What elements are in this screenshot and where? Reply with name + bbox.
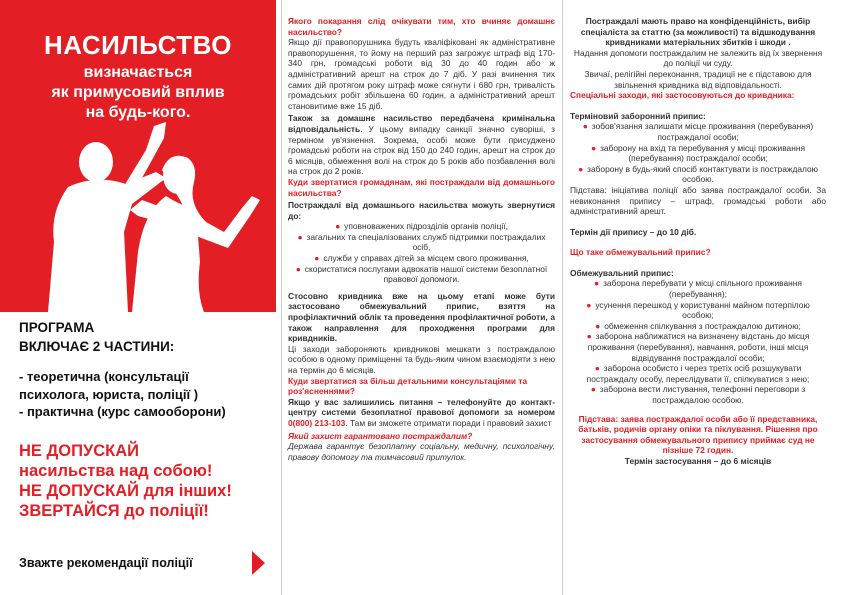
bullet-icon: ● — [594, 363, 600, 374]
bullet-icon: ● — [590, 384, 596, 395]
list-item: ● скористатися послугами адвокатів нашої системи безоплатної правової допомоги. — [295, 263, 548, 285]
restriction-details-text: Ці заходи забороняють кривдникові мешкати з постраждалою особою в одному приміщенні та будь-яким чином взаємодіяти з нею на термін до 6 місяців. — [288, 343, 555, 375]
police-recommendations-note: Зважте рекомендації поліції — [19, 556, 193, 570]
warning-slogan — [19, 441, 232, 521]
cover-subtitle-line-1: визначається — [83, 64, 193, 81]
bullet-icon: ● — [297, 231, 303, 242]
program-heading-line-1: ПРОГРАМА — [19, 320, 95, 335]
protection-measures-column — [570, 16, 826, 467]
bullet-icon: ● — [295, 263, 301, 274]
hotline-phone: 0(800) 213-103 — [288, 417, 346, 428]
restrictive-order-heading: Обмежувальний припис: — [570, 267, 674, 278]
criminal-liability-text: Також за домашнє насильство передбачена кримінальна відповідальність. У цьому випадку санкції значно суворіші, з терміном ув'язнення. Зокрема, особі може бути присуджено громадські роботи на строк від 150 до 240 годин, арешт на строк до 6 місяців, обмеження волі на строк до 5 років або позбавлення волі на строк до 2 років. — [288, 113, 555, 177]
cover-red-block — [0, 0, 276, 312]
program-part-line-1: - теоретична (консультації — [19, 369, 189, 384]
confidentiality-text: Постраждалі мають право на конфіденційність, вибір спеціаліста за статтю (за можливості) та відшкодування кривдниками матеріальних збитків і шкоди . — [580, 16, 816, 48]
cover-subtitle-line-3: на будь-кого. — [85, 104, 191, 121]
warning-line-3: НЕ ДОПУСКАЙ для інших! — [19, 482, 232, 500]
cover-title: НАСИЛЬСТВО — [43, 30, 232, 60]
list-item: ● заборона перебувати у місці спільного проживання (перебування); — [594, 278, 802, 300]
warning-line-4: ЗВЕРТАЙСЯ до поліції! — [19, 502, 209, 520]
state-guarantee-text: Держава гарантує безоплатну соціальну, медичну, психологічну, правову допомогу та тимчасовий притулок. — [288, 441, 555, 462]
list-item: ● зобов'язання залишати місце проживання (перебування) постраждалої особи; — [582, 121, 814, 142]
bullet-icon: ● — [594, 278, 600, 289]
list-item: ● заборону на вхід та перебування у місці проживання (перебування) постраждалої особи; — [591, 142, 805, 164]
program-part-line-3: - практична (курс самооборони) — [19, 404, 226, 419]
question-protection: Який захист гарантовано постраждалим? — [288, 430, 473, 441]
victims-can-apply-text: Постраждалі від домашнього насильства можуть звернутися до: — [288, 200, 555, 221]
urgent-order-term: Термін дії припису – до 10 діб. — [570, 226, 697, 237]
restrictive-order-text: Стосовно кривдника вже на цьому етапі може бути застосовано обмежувальний припис, взяття на профілактичний облік та проведення профілактичної роботи, а також направлення для проходження програми для кривдників. — [288, 290, 555, 344]
bullet-icon: ● — [586, 299, 592, 310]
list-item: ● заборону в будь-який спосіб контактувати із постраждалою особою. — [578, 163, 818, 185]
urgent-order-basis-text: Підстава: ініціатива поліції або заява постраждалої особи. За невиконання припису – штраф, громадські роботи або адміністративний арешт. — [570, 184, 826, 217]
violence-silhouette-image — [28, 112, 268, 312]
program-parts — [19, 368, 226, 421]
question-where-to-apply: Куди звертатися громадянам, які постраждали від домашнього насильства? — [288, 176, 555, 198]
list-item: ● загальних та спеціалізованих служб підтримки постраждалих осіб, — [297, 231, 546, 253]
program-part-line-2: психолога, юриста, поліції ) — [19, 386, 199, 402]
bullet-icon: ● — [335, 221, 341, 232]
cover-subtitle-line-2: як примусовий вплив — [51, 84, 225, 101]
warning-line-1: НЕ ДОПУСКАЙ — [19, 442, 139, 460]
bullet-icon: ● — [314, 253, 320, 264]
list-item: ● заборона особисто і через третіх осіб розшукувати постраждалу особу, переслідувати її, спілкуватися з нею; — [586, 363, 810, 384]
cover-panel — [0, 0, 276, 595]
list-item: ● обмеження спілкування з постраждалою дитиною; — [595, 320, 801, 331]
help-independence-text: Надання допомоги постраждалим не залежить від їх звернення до поліції чи суду. — [573, 47, 823, 69]
bullet-icon: ● — [591, 142, 597, 153]
list-item: ● уповноважених підрозділів органів поліції, — [335, 221, 508, 232]
admin-liability-text: Якщо дії правопорушника будуть кваліфіковані як адміністративне правопорушення, то йому на перший раз загрожує штраф від 170-340 грн, громадські роботи від 30 до 40 годин або ж адміністративний арешт на строк до 7 діб. У разі вчинення тих самих дій протягом року штраф може сягнути і 680 грн, тривалість громадських робіт збільшена 60 годин, а адміністративний арешт становитиме вже 15 діб. — [288, 37, 555, 111]
list-item: ● заборона вести листування, телефонні переговори з постраждалою особою. — [590, 384, 806, 405]
urgent-order-heading: Терміновий заборонний припис: — [570, 110, 706, 121]
question-consultations: Куди звертатися за більш детальними консультаціями та роз'ясненнями? — [288, 375, 528, 397]
hotline-text: Якщо у вас залишились питання – телефонуйте до контакт-центру системи безоплатної правової допомоги за номером 0(800) 213-103. Там ви зможете отримати поради і правовий захист — [288, 396, 555, 428]
legal-info-column — [288, 16, 555, 462]
warning-line-2: насильства над собою! — [19, 462, 213, 480]
question-punishment: Якого покарання слід очікувати тим, хто вчиняє домашнє насильство? — [288, 16, 555, 37]
restrictive-order-term: Термін застосування – до 6 місяців — [624, 455, 772, 466]
bullet-icon: ● — [578, 163, 584, 174]
list-item: ● усунення перешкод у користуванні майном потерпілою особою; — [586, 299, 810, 321]
fold-divider-1 — [281, 0, 282, 595]
restrictive-order-basis-text: Підстава: заява постраждалої особи або її представника, батьків, родичів органу опіки та піклування. Рішення про застосування обмежувального припису приймає суд не пізніше 72 годин. — [578, 413, 818, 456]
customs-text: Звичаї, релігійні переконання, традиції не є підставою для звільнення кривдника від відповідальності. — [584, 68, 812, 90]
program-heading-line-2: ВКЛЮЧАЄ 2 ЧАСТИНИ: — [19, 339, 175, 354]
list-item: ● служби у справах дітей за місцем свого проживання, — [314, 253, 529, 264]
fold-divider-2 — [562, 0, 563, 595]
special-measures-heading: Спеціальні заходи, які застосовуються до кривдника: — [570, 90, 795, 101]
program-heading — [19, 318, 174, 356]
arrow-right-icon — [252, 551, 265, 575]
restrictive-order-question: Що таке обмежувальний припис? — [570, 247, 711, 258]
bullet-icon: ● — [586, 331, 592, 342]
bullet-icon: ● — [582, 121, 588, 132]
bullet-icon: ● — [595, 320, 601, 331]
list-item: ● заборона наближатися на визначену відстань до місця проживання (перебування), навчання, роботи, інші місця відвідування постраждалої особи; — [586, 331, 810, 363]
